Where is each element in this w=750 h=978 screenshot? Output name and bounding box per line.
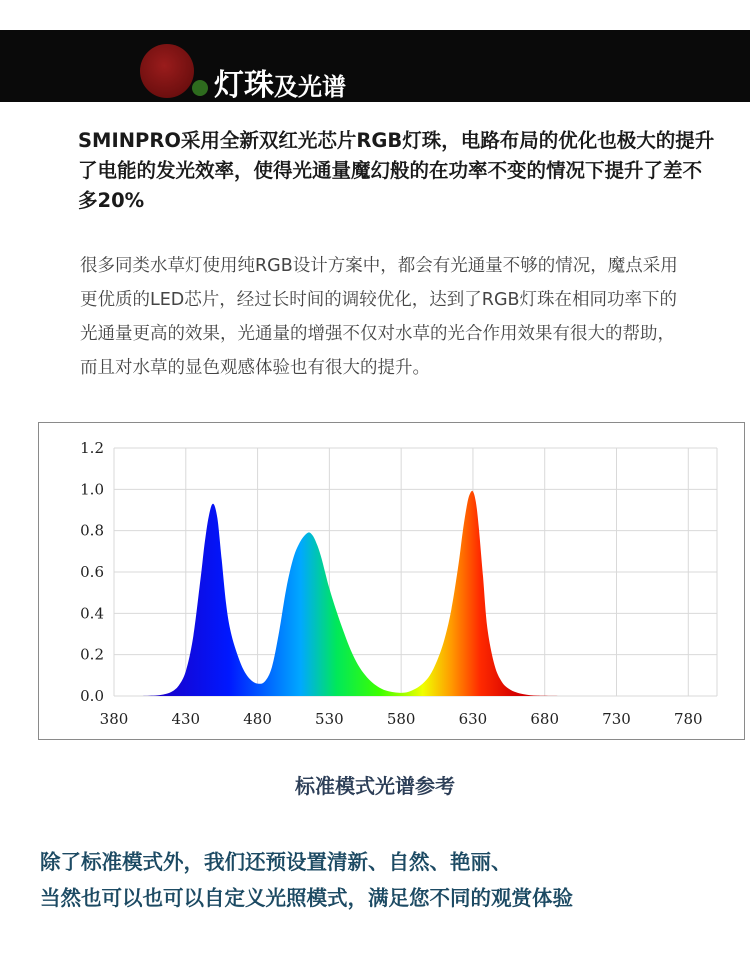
- section-title-main: 灯珠: [214, 68, 274, 103]
- y-tick-label: 1.0: [80, 480, 104, 499]
- x-tick-label: 730: [602, 710, 631, 728]
- spectrum-chart-svg: [39, 423, 744, 739]
- y-tick-label: 0.0: [80, 687, 104, 705]
- x-tick-label: 780: [673, 710, 703, 728]
- spectrum-chart: [38, 422, 745, 740]
- y-tick-label: 1.2: [80, 439, 104, 457]
- mode-description: [40, 844, 730, 916]
- y-tick-label: 0.8: [80, 521, 104, 540]
- x-tick-label: 530: [315, 710, 344, 728]
- x-tick-label: 480: [243, 710, 272, 728]
- spectrum-area: [143, 491, 559, 696]
- x-tick-label: 680: [530, 710, 560, 728]
- green-dot-icon: [192, 80, 208, 96]
- chart-caption: 标准模式光谱参考: [295, 774, 455, 798]
- section-title: [214, 60, 346, 104]
- section-header: [0, 30, 750, 102]
- intro-paragraph: SMINPRO采用全新双红光芯片RGB灯珠，电路布局的优化也极大的提升了电能的发光效率，使得光通量魔幻般的在功率不变的情况下提升了差不多20%: [78, 129, 715, 212]
- y-tick-label: 0.2: [80, 645, 104, 664]
- red-circle-icon: [140, 44, 194, 98]
- x-tick-label: 630: [458, 710, 488, 728]
- x-tick-label: 430: [171, 710, 201, 728]
- description-paragraph: 很多同类水草灯使用纯RGB设计方案中，都会有光通量不够的情况，魔点采用更优质的LED芯片，经过长时间的调较优化，达到了RGB灯珠在相同功率下的光通量更高的效果，光通量的增强不仅对水草的光合作用效果有很大的帮助，而且对水草的显色观感体验也有很大的提升。: [80, 256, 678, 378]
- section-title-suffix: 及光谱: [274, 73, 346, 101]
- x-tick-label: 580: [386, 710, 416, 728]
- mode-description-line-1: 除了标准模式外，我们还预设置清新、自然、艳丽、: [40, 850, 512, 874]
- y-tick-label: 0.4: [80, 604, 104, 623]
- x-tick-label: 380: [99, 710, 129, 728]
- mode-description-line-2: 当然也可以也可以自定义光照模式，满足您不同的观赏体验: [40, 886, 573, 910]
- y-tick-label: 0.6: [80, 563, 104, 581]
